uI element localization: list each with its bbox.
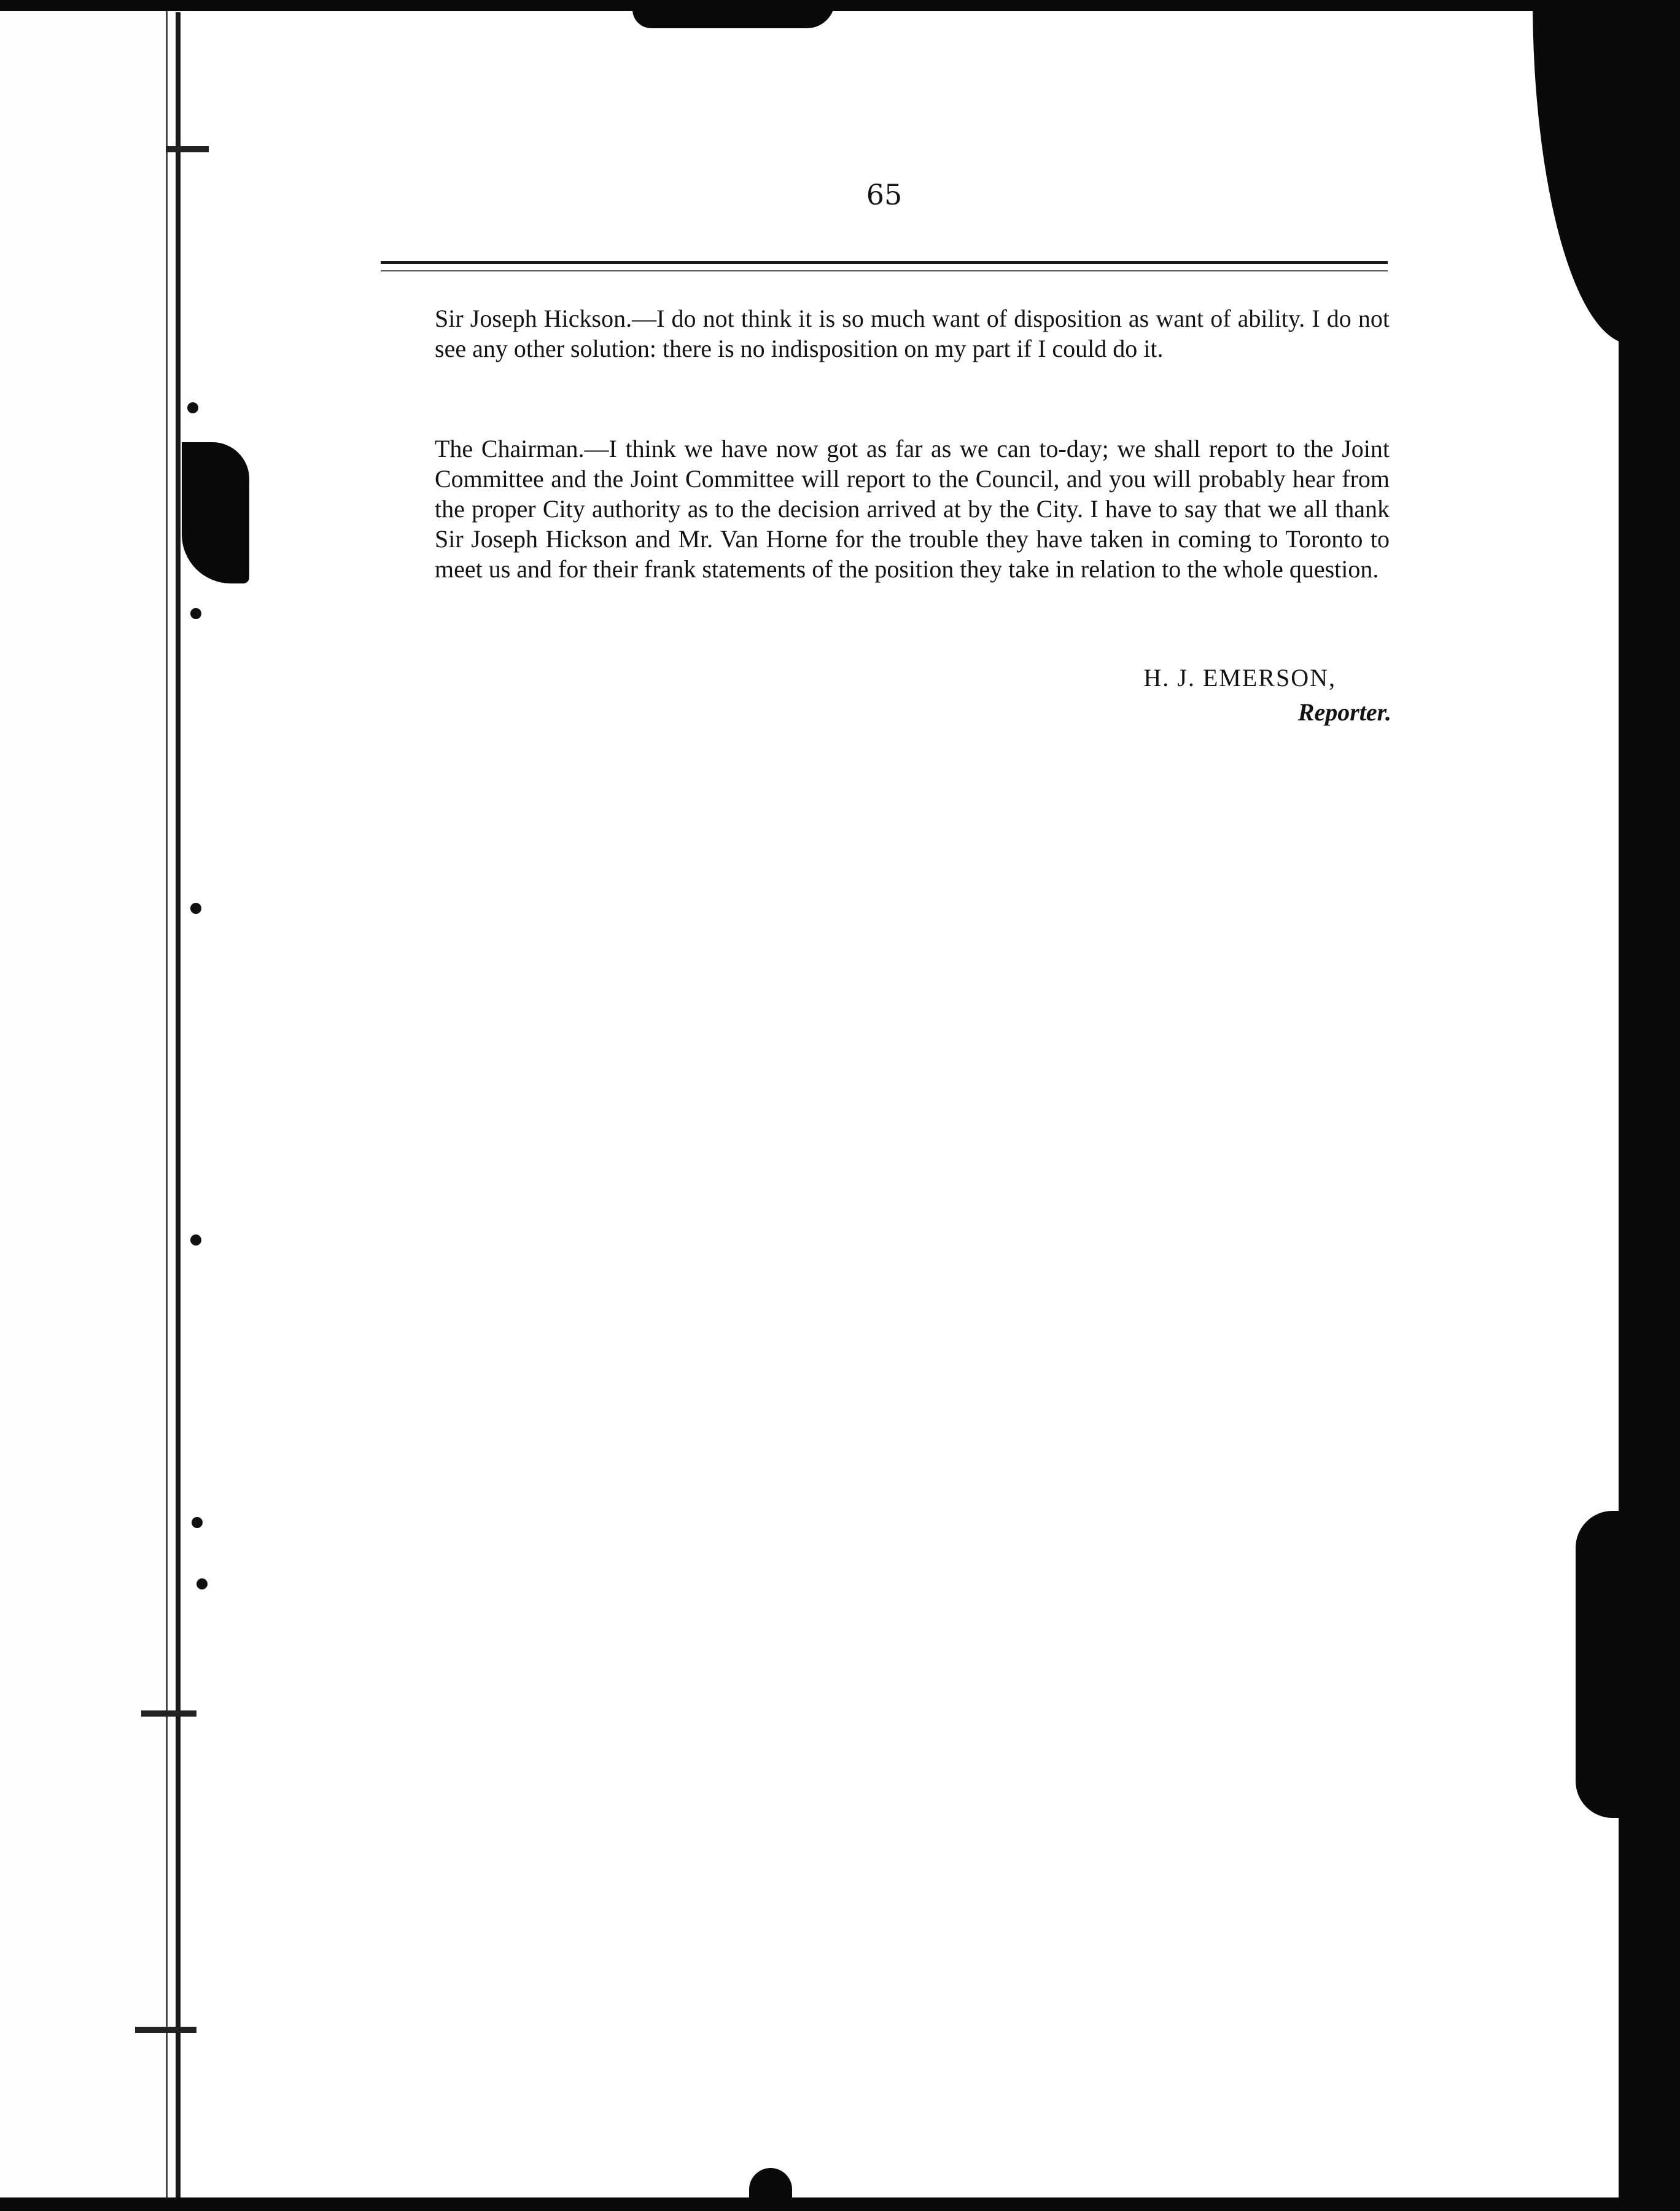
page-number: 65 — [866, 178, 903, 211]
binding-hole — [196, 1578, 208, 1589]
paragraph-hickson: Sir Joseph Hickson.—I do not think it is so much want of disposition as want of ability. I do not see any other solution: there is no indisposition on my part if I could do it. — [435, 305, 1390, 362]
binding-staple — [135, 2027, 196, 2033]
header-rule — [381, 261, 1388, 264]
paragraph-chairman: The Chairman.—I think we have now got as far as we can to-day; we shall report to the Joint Committee and the Joint Committee will report to the Council, and you will probably hear from the proper City authority as to the decision arrived at by the City. I have to say that we all thank Sir Joseph Hickson and Mr. Van Horne for the trouble they have taken in coming to Toronto to meet us and for their frank statements of the position they take in relation to the whole question. — [435, 435, 1390, 583]
binding-hole — [190, 1234, 201, 1246]
binding-hole — [192, 1517, 203, 1528]
binding-hole — [187, 402, 198, 413]
binding-staple — [141, 1710, 196, 1717]
binding-edge — [176, 12, 181, 2199]
left-margin — [0, 0, 184, 2211]
signature-name: H. J. EMERSON, — [1143, 664, 1336, 692]
signature-title: Reporter. — [1297, 698, 1391, 726]
top-tear — [632, 0, 835, 28]
binding-staple — [166, 146, 209, 152]
right-tear — [1576, 1511, 1643, 1818]
right-page-curl — [1533, 0, 1631, 344]
bottom-tear — [749, 2168, 792, 2211]
fold-line — [166, 0, 168, 2211]
left-hole-tear — [182, 442, 249, 583]
top-scan-border — [0, 0, 1680, 11]
binding-hole — [190, 903, 201, 914]
bottom-scan-border — [0, 2197, 1680, 2211]
header-rule-thin — [381, 270, 1388, 271]
binding-hole — [190, 608, 201, 619]
